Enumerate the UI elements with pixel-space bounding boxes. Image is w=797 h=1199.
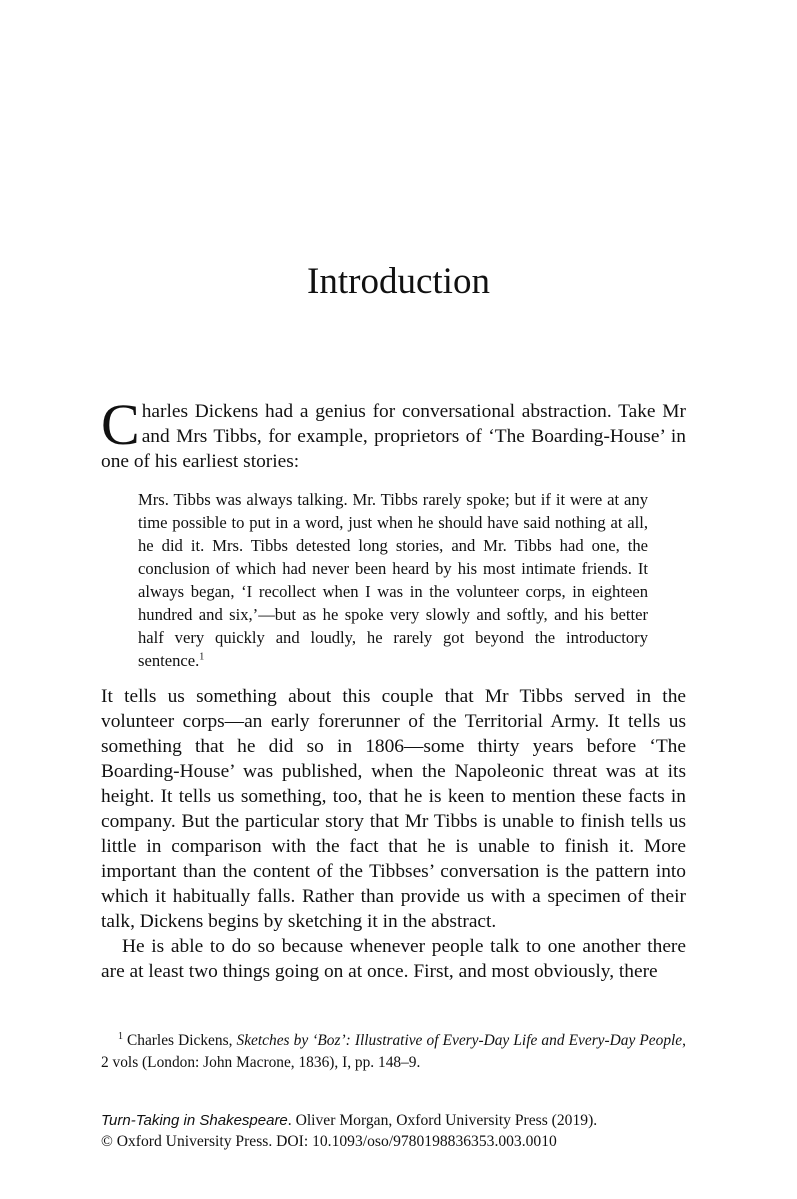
opening-paragraph-text: harles Dickens had a genius for conversational abstraction. Take Mr and Mrs Tibbs, for example, proprietors of ‘The Boarding-House’ in one of his earliest stories: — [101, 401, 686, 472]
block-quote — [138, 488, 648, 672]
body-paragraph: It tells us something about this couple that Mr Tibbs served in the volunteer corps—an early forerunner of the Territorial Army. It tells us something that he did so in 1806—some thirty years before ‘The Boarding-House’ was published, when the Napoleonic threat was at its height. It tells us something, too, that he is keen to mention these facts in company. But the particular story that Mr Tibbs is unable to finish tells us little in comparison with the fact that he is unable to finish it. More important than the content of the Tibbses’ conversation is the pattern into which it habitually falls. Rather than provide us with a specimen of their talk, Dickens begins by sketching it in the abstract. — [101, 686, 686, 932]
block-quote-text: Mrs. Tibbs was always talking. Mr. Tibbs rarely spoke; but if it were at any time possible to put in a word, just when he should have said nothing at all, he did it. Mrs. Tibbs detested long stories, and Mr. Tibbs had one, the conclusion of which had never been heard by his most intimate friends. It always began, ‘I recollect when I was in the volunteer corps, in eighteen hundred and six,’—but as he spoke very slowly and softly, and his better half very quickly and loudly, he rarely got beyond the introductory sentence. — [138, 490, 648, 670]
footnote-author: Charles Dickens, — [127, 1032, 237, 1049]
footnote-reference[interactable]: 1 — [199, 651, 205, 663]
opening-paragraph — [101, 392, 686, 474]
citation-doi[interactable]: © Oxford University Press. DOI: 10.1093/oso/9780198836353.003.0010 — [101, 1133, 557, 1150]
footnote-publication: , 2 vols (London: John Macrone, 1836), I, pp. 148–9. — [101, 1032, 686, 1071]
chapter-title: Introduction — [307, 261, 490, 302]
footnote — [101, 1030, 686, 1074]
body-paragraph-continued: He is able to do so because whenever people talk to one another there are at least two things going on at once. First, and most obviously, there — [101, 936, 686, 982]
page-citation — [101, 1110, 721, 1152]
citation-publisher: . Oliver Morgan, Oxford University Press (2019). — [287, 1112, 598, 1129]
footnote-work-title: Sketches by ‘Boz’: Illustrative of Every-Day Life and Every-Day People — [236, 1032, 683, 1049]
footnote-number: 1 — [118, 1030, 123, 1042]
citation-book-title: Turn-Taking in Shakespeare — [101, 1112, 288, 1129]
citation-line-1 — [101, 1110, 721, 1131]
drop-cap: C — [101, 392, 140, 457]
